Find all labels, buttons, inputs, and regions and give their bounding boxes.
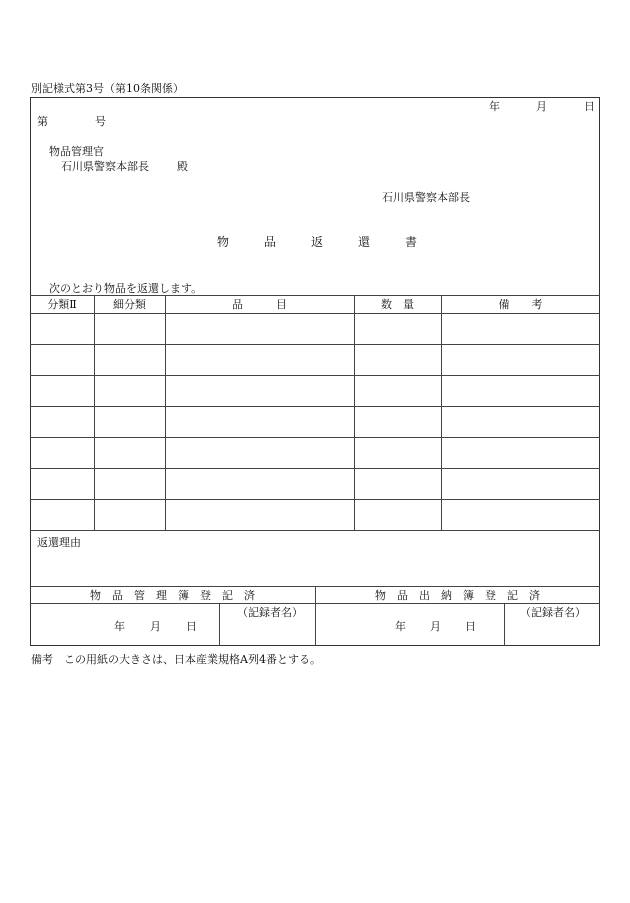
table-col-line [354, 295, 355, 530]
intro-text: 次のとおり物品を返還します。 [49, 282, 203, 295]
registry-right-month: 月 [430, 620, 441, 633]
form-header-label: 別記様式第3号（第10条関係） [31, 82, 184, 95]
sender-name: 石川県警察本部長 [382, 191, 470, 204]
doc-title-char-4: 還 [358, 235, 371, 249]
doc-title-char-2: 品 [264, 235, 277, 249]
registry-left-month: 月 [150, 620, 161, 633]
registry-left-divider [219, 603, 220, 646]
table-col-line [441, 295, 442, 530]
addressee-honorific: 殿 [177, 160, 188, 173]
table-row-line [30, 499, 600, 500]
table-header-line [30, 313, 600, 314]
date-year-label: 年 [489, 100, 500, 113]
addressee-name: 石川県警察本部長 [61, 160, 149, 173]
table-row-line [30, 406, 600, 407]
doc-title-char-1: 物 [217, 235, 230, 249]
col-header-remarks: 備 考 [498, 298, 543, 311]
doc-title-char-3: 返 [311, 235, 324, 249]
table-row-line [30, 468, 600, 469]
registry-right-title: 物 品 出 納 簿 登 記 済 [375, 589, 540, 602]
table-top-line [30, 295, 600, 296]
footnote: 備考 この用紙の大きさは、日本産業規格A列4番とする。 [31, 653, 321, 666]
table-col-line [165, 295, 166, 530]
col-header-category: 分類Ⅱ [47, 298, 77, 311]
col-header-subcategory: 細分類 [113, 298, 146, 311]
doc-title-char-5: 書 [405, 235, 418, 249]
number-suffix: 号 [95, 115, 106, 128]
date-month-label: 月 [536, 100, 547, 113]
registry-left-title: 物 品 管 理 簿 登 記 済 [90, 589, 255, 602]
table-row-line [30, 437, 600, 438]
registry-right-day: 日 [465, 620, 476, 633]
table-col-line [94, 295, 95, 530]
col-header-quantity: 数 量 [381, 298, 414, 311]
registry-right-year: 年 [395, 620, 406, 633]
addressee-title: 物品管理官 [49, 145, 104, 158]
number-prefix: 第 [37, 115, 48, 128]
table-bottom-line [30, 530, 600, 531]
registry-left-year: 年 [114, 620, 125, 633]
table-row-line [30, 344, 600, 345]
registry-left-recorder: （記録者名） [237, 606, 303, 619]
return-reason-label: 返還理由 [37, 536, 81, 549]
registry-right-recorder: （記録者名） [520, 606, 586, 619]
col-header-item: 品 目 [232, 298, 287, 311]
form-frame [30, 97, 600, 646]
registry-right-divider [504, 603, 505, 646]
date-day-label: 日 [584, 100, 595, 113]
registry-left-day: 日 [186, 620, 197, 633]
table-row-line [30, 375, 600, 376]
